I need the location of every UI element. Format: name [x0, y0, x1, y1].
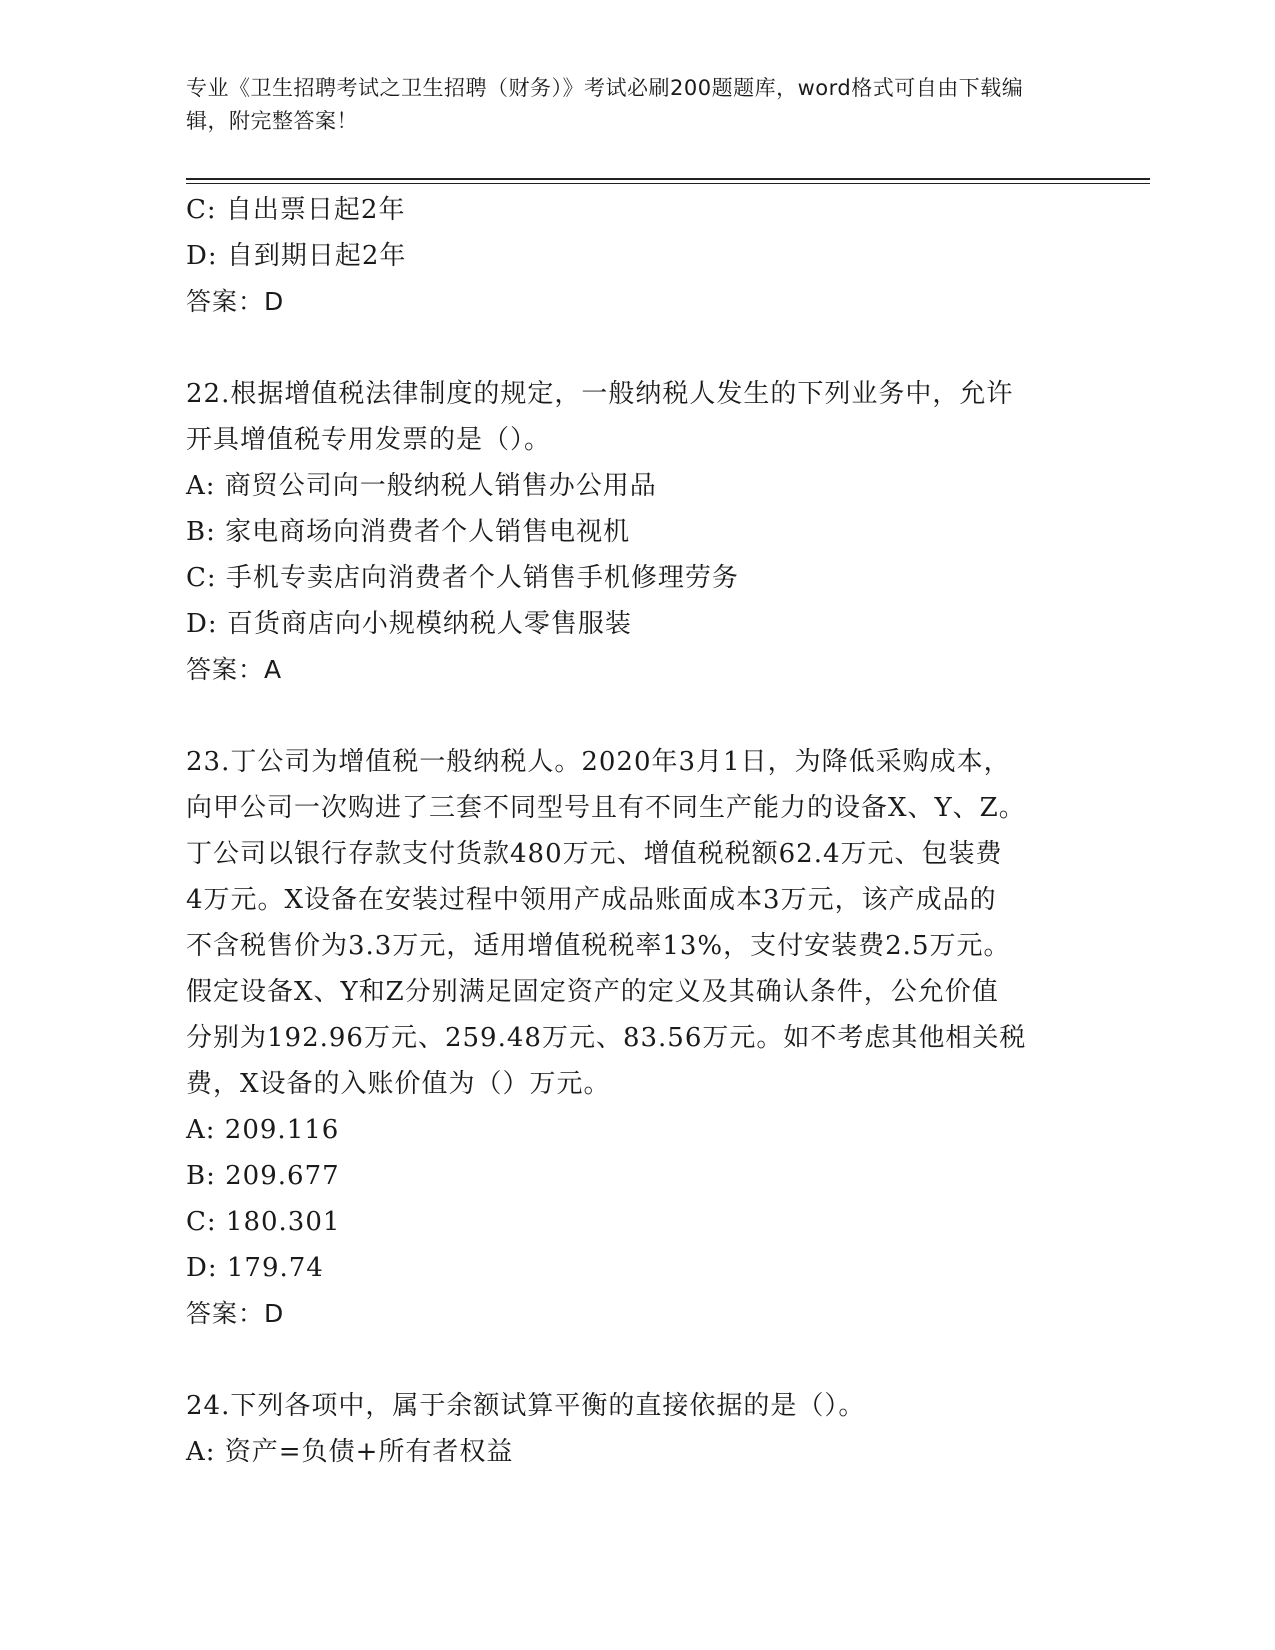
- answer-label: 答案：D: [186, 287, 285, 316]
- question-23: [186, 739, 1086, 1337]
- question-stem-line: 开具增值税专用发票的是（）。: [186, 425, 552, 455]
- question-24: [186, 1383, 1086, 1475]
- question-stem-line: 23.丁公司为增值税一般纳税人。2020年3月1日，为降低采购成本，: [186, 747, 1011, 777]
- option-d: D: 179.74: [186, 1253, 324, 1283]
- question-stem-line: 分别为192.96万元、259.48万元、83.56万元。如不考虑其他相关税: [186, 1023, 1027, 1053]
- option-c: C: 180.301: [186, 1207, 341, 1237]
- question-stem-line: 丁公司以银行存款支付货款480万元、增值税税额62.4万元、包装费: [186, 839, 1003, 869]
- question-stem-line: 4万元。X设备在安装过程中领用产成品账面成本3万元，该产成品的: [186, 885, 997, 915]
- question-22: [186, 371, 1086, 693]
- option-b: B: 209.677: [186, 1161, 340, 1191]
- question-stem-line: 向甲公司一次购进了三套不同型号且有不同生产能力的设备X、Y、Z。: [186, 793, 1026, 823]
- question-content: [186, 187, 1086, 1475]
- question-stem-line: 假定设备X、Y和Z分别满足固定资产的定义及其确认条件，公允价值: [186, 977, 999, 1007]
- option-a: A: 资产=负债+所有者权益: [186, 1437, 514, 1467]
- question-stem-line: 24.下列各项中，属于余额试算平衡的直接依据的是（）。: [186, 1391, 866, 1421]
- answer-label: 答案：A: [186, 655, 283, 684]
- question-21-tail: [186, 187, 1086, 325]
- option-c: C: 手机专卖店向消费者个人销售手机修理劳务: [186, 563, 739, 593]
- option-a: A: 商贸公司向一般纳税人销售办公用品: [186, 471, 657, 501]
- question-stem-line: 费，X设备的入账价值为（）万元。: [186, 1069, 611, 1099]
- option-d: D: 百货商店向小规模纳税人零售服装: [186, 609, 632, 639]
- option-a: A: 209.116: [186, 1115, 340, 1145]
- document-header: 专业《卫生招聘考试之卫生招聘（财务）》考试必刷200题题库，word格式可自由下载编辑，附完整答案！: [186, 76, 1024, 133]
- option-b: B: 家电商场向消费者个人销售电视机: [186, 517, 631, 547]
- option-c: C: 自出票日起2年: [186, 195, 406, 225]
- question-stem-line: 22.根据增值税法律制度的规定，一般纳税人发生的下列业务中，允许: [186, 379, 1014, 409]
- question-stem-line: 不含税售价为3.3万元，适用增值税税率13%，支付安装费2.5万元。: [186, 931, 1011, 961]
- option-d: D: 自到期日起2年: [186, 241, 407, 271]
- answer-label: 答案：D: [186, 1299, 285, 1328]
- header-rule-thick: [186, 178, 1150, 180]
- header-rule-thin: [186, 183, 1150, 184]
